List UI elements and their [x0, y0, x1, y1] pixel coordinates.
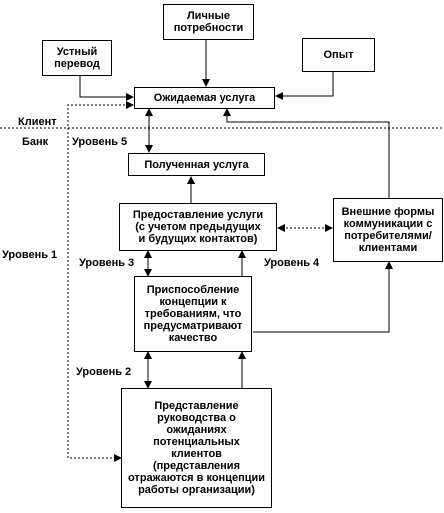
arrow-oral-to-expected [80, 76, 133, 97]
experience-box: Опыт [302, 38, 375, 72]
oral-word-box: Устный перевод [42, 40, 112, 76]
expected-service-box: Ожидаемая услуга [134, 87, 275, 109]
concept-adaptation-box: Приспособление концепции к требованиям, что предусматривают качество [134, 276, 252, 352]
personal-needs-box: Личные потребности [163, 4, 254, 40]
received-service-box: Полученная услуга [128, 153, 265, 176]
level5-label: Уровень 5 [72, 136, 128, 148]
arrow-concept-to-external [253, 262, 389, 332]
level3-label: Уровень 3 [79, 257, 135, 269]
level1-label: Уровень 1 [2, 249, 58, 261]
external-communication-box: Внешние формы коммуникации с потребителями/ клиентами [333, 198, 443, 262]
service-delivery-box: Предоставление услуги (с учетом предыдущих и будущих контактов) [119, 203, 277, 251]
level2-label: Уровень 2 [76, 366, 132, 378]
client-label: Клиент [18, 116, 57, 128]
management-view-box: Представление руководства о ожиданиях потенциальных клиентов (представления отражаются в концепции работы организации) [121, 388, 272, 508]
level4-label: Уровень 4 [264, 257, 320, 269]
bank-label: Банк [22, 136, 49, 148]
arrow-experience-to-expected [276, 72, 333, 96]
